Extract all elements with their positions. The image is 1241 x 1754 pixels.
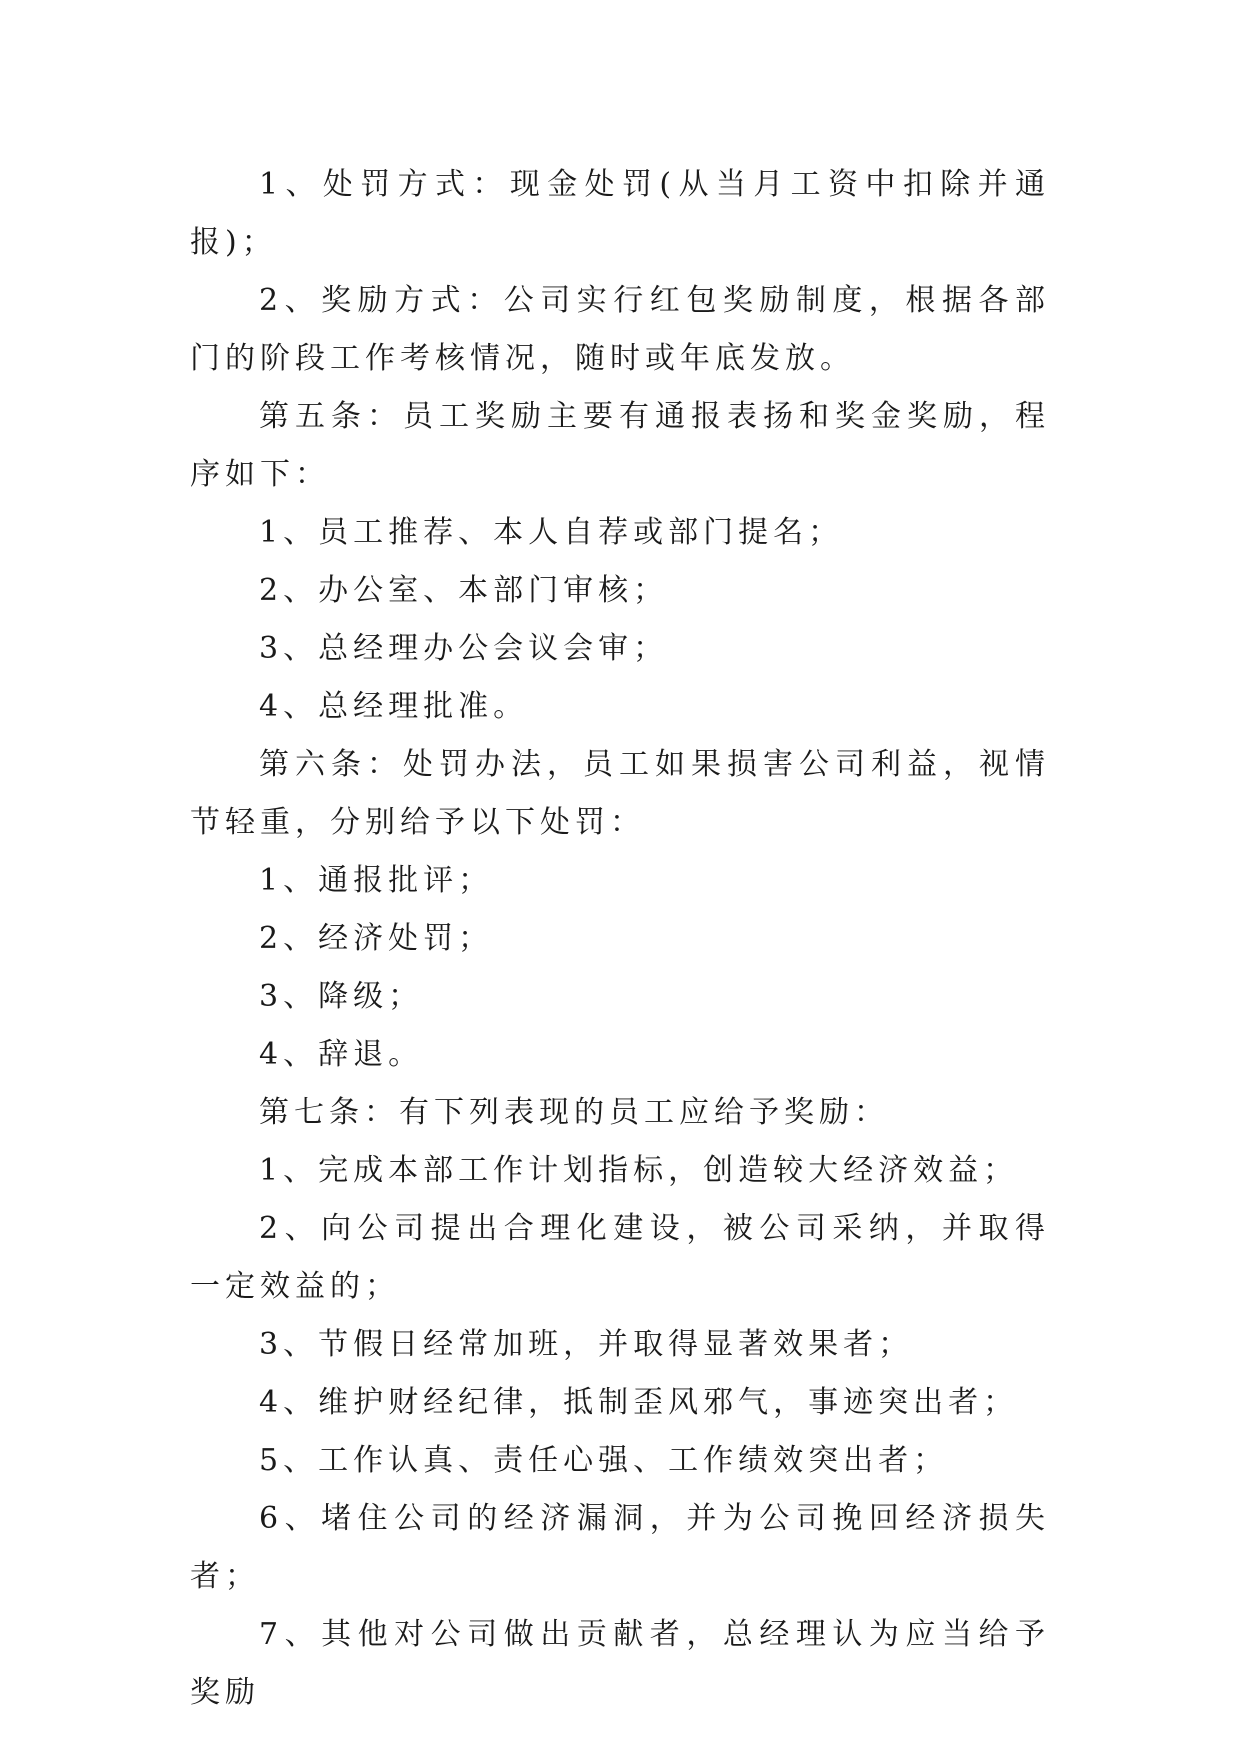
paragraph-article-7-item-1: 1、完成本部工作计划指标，创造较大经济效益；	[259, 1153, 1019, 1188]
paragraph-penalty-method: 1、处罚方式：现金处罚(从当月工资中扣除并通报)；	[190, 167, 1050, 260]
document-body	[190, 156, 1050, 1722]
paragraph-article-7-item-4: 4、维护财经纪律，抵制歪风邪气，事迹突出者；	[259, 1385, 1019, 1420]
paragraph-article-5-step-1: 1、员工推荐、本人自荐或部门提名；	[259, 515, 844, 550]
paragraph-article-6-item-4: 4、辞退。	[259, 1037, 424, 1072]
paragraph-article-5-step-3: 3、总经理办公会议会审；	[259, 631, 669, 666]
paragraph-article-7-item-6: 6、堵住公司的经济漏洞，并为公司挽回经济损失者；	[190, 1501, 1050, 1594]
paragraph-article-5-step-2: 2、办公室、本部门审核；	[259, 573, 669, 608]
paragraph-article-7: 第七条：有下列表现的员工应给予奖励：	[259, 1095, 889, 1130]
paragraph-article-6-item-1: 1、通报批评；	[259, 863, 494, 898]
paragraph-article-7-item-7: 7、其他对公司做出贡献者，总经理认为应当给予奖励	[190, 1617, 1050, 1710]
paragraph-article-5-step-4: 4、总经理批准。	[259, 689, 529, 724]
paragraph-article-6-item-2: 2、经济处罚；	[259, 921, 494, 956]
paragraph-article-6-item-3: 3、降级；	[259, 979, 424, 1014]
paragraph-article-7-item-3: 3、节假日经常加班，并取得显著效果者；	[259, 1327, 914, 1362]
paragraph-reward-method: 2、奖励方式：公司实行红包奖励制度，根据各部门的阶段工作考核情况，随时或年底发放。	[190, 283, 1050, 376]
paragraph-article-6: 第六条：处罚办法，员工如果损害公司利益，视情节轻重，分别给予以下处罚：	[190, 747, 1050, 840]
paragraph-article-7-item-2: 2、向公司提出合理化建设，被公司采纳，并取得一定效益的；	[190, 1211, 1050, 1304]
paragraph-article-5: 第五条：员工奖励主要有通报表扬和奖金奖励，程序如下：	[190, 399, 1050, 492]
paragraph-article-7-item-5: 5、工作认真、责任心强、工作绩效突出者；	[259, 1443, 949, 1478]
